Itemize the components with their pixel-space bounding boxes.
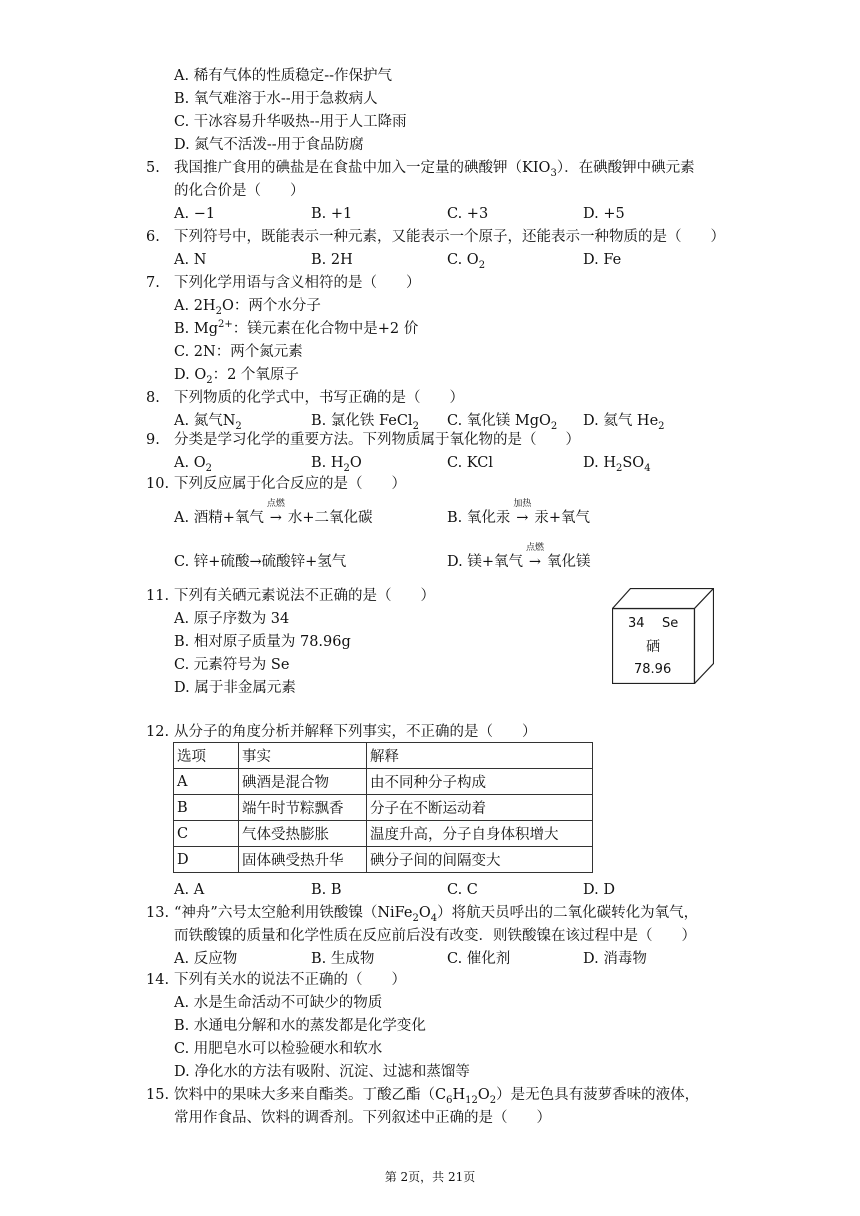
q5-stem-line1: 我国推广食用的碘盐是在食盐中加入一定量的碘酸钾$(KIO_3)$．在碘酸钾中碘元素 xyxy=(174,160,695,179)
table-cell: 由不同种分子构成 xyxy=(367,769,593,795)
q4-option-c: C. 干冰容易升华吸热--用于人工降雨 xyxy=(174,114,407,130)
table-cell: 固体碘受热升华 xyxy=(239,847,367,873)
q10-option-c: C. 锌+硫酸→硫酸锌+氢气 xyxy=(174,554,347,570)
q4-option-b: B. 氧气难溶于水--用于急救病人 xyxy=(174,91,378,107)
q5-option-a: A. −1 xyxy=(174,206,216,222)
q5-option-b: B. +1 xyxy=(311,206,353,222)
atomic-mass: 78.96 xyxy=(634,662,672,677)
table-cell: 碘分子间的间隔变大 xyxy=(367,847,593,873)
table-header-cell: 事实 xyxy=(239,743,367,769)
table-cell: 气体受热膨胀 xyxy=(239,821,367,847)
q13-option-a: A. 反应物 xyxy=(174,951,238,967)
q13-stem-line1: “神舟”六号太空舱利用铁酸镍$(NiFe_2O_4)$将航天员呼出的二氧化碳转化为氧气， xyxy=(174,905,699,924)
q13-option-d: D. 消毒物 xyxy=(583,951,647,967)
q7-option-b: B. $Mg^{2+}$：镁元素在化合物中是+2 价 xyxy=(174,319,419,337)
q5-number: 5. xyxy=(146,160,160,176)
table-header-cell: 解释 xyxy=(367,743,593,769)
q8-option-c: C. 氧化镁 MgO$_2$ xyxy=(447,413,558,432)
page-footer: 第 2页，共 21页 xyxy=(384,1170,476,1184)
q10-number: 10. xyxy=(146,476,170,492)
q11-option-b: B. 相对原子质量为 78.96g xyxy=(174,634,351,650)
condition-label: 加热 xyxy=(513,499,532,509)
arrow-icon: → xyxy=(528,554,542,570)
q9-number: 9. xyxy=(146,432,160,448)
table-row xyxy=(174,795,593,821)
q14-option-a: A. 水是生命活动不可缺少的物质 xyxy=(174,995,383,1011)
q6-option-c: C. $O_2$ xyxy=(447,252,486,271)
q12-option-b: B. B xyxy=(311,882,342,898)
q14-option-d: D. 净化水的方法有吸附、沉淀、过滤和蒸馏等 xyxy=(174,1064,470,1080)
q7-number: 7. xyxy=(146,275,160,291)
facts-table xyxy=(173,742,593,873)
q12-number: 12. xyxy=(146,724,170,740)
q6-option-d: D. Fe xyxy=(583,252,622,268)
arrow-icon: → xyxy=(516,510,529,526)
q11-option-a: A. 原子序数为 34 xyxy=(174,611,290,627)
table-header-cell: 选项 xyxy=(174,743,239,769)
q9-stem: 分类是学习化学的重要方法。下列物质属于氧化物的是（ ） xyxy=(174,432,580,448)
q10-stem: 下列反应属于化合反应的是（ ） xyxy=(174,476,406,492)
q14-stem: 下列有关水的说法不正确的（ ） xyxy=(174,972,406,988)
q7-option-d: D. $O_2$：2 个氧原子 xyxy=(174,367,299,386)
q13-option-c: C. 催化剂 xyxy=(447,951,511,967)
element-symbol: Se xyxy=(662,616,679,631)
table-header-row xyxy=(174,743,593,769)
q8-number: 8. xyxy=(146,390,160,406)
q5-option-c: C. +3 xyxy=(447,206,489,222)
q9-option-a: A. $O_2$ xyxy=(174,455,212,474)
q15-number: 15. xyxy=(146,1087,170,1103)
condition-label: 点燃 xyxy=(266,499,285,509)
element-name: 硒 xyxy=(646,639,660,655)
q6-option-b: B. 2H xyxy=(311,252,353,268)
selenium-element-tile xyxy=(612,588,714,684)
q15-stem-line1: 饮料中的果味大多来自酯类。丁酸乙酯$(C_6H_{12}O_2)$是无色具有菠萝香味的液体， xyxy=(174,1087,700,1106)
q5-option-d: D. +5 xyxy=(583,206,625,222)
q11-stem: 下列有关硒元素说法不正确的是（ ） xyxy=(174,588,435,604)
q11-number: 11. xyxy=(146,588,170,604)
q6-option-a: A. N xyxy=(174,252,207,268)
q8-option-b: B. 氯化铁 FeCl$_2$ xyxy=(311,413,419,432)
q14-option-c: C. 用肥皂水可以检验硬水和软水 xyxy=(174,1041,383,1057)
q8-option-a: A. 氮气$N_2$ xyxy=(174,413,242,432)
q12-stem: 从分子的角度分析并解释下列事实，不正确的是（ ） xyxy=(174,724,537,740)
q12-option-d: D. D xyxy=(583,882,615,898)
table-row xyxy=(174,769,593,795)
q10-option-b: B. 氧化汞 加热 → 汞+氧气 xyxy=(447,499,591,526)
q12-option-c: C. C xyxy=(447,882,478,898)
q4-option-a: A. 稀有气体的性质稳定--作保护气 xyxy=(174,68,392,84)
q10-option-a: A. 酒精+氧气 点燃 → 水+二氧化碳 xyxy=(174,499,373,526)
q7-option-c: C. 2N：两个氮元素 xyxy=(174,344,303,360)
table-cell: B xyxy=(174,795,239,821)
q11-option-c: C. 元素符号为 Se xyxy=(174,657,290,673)
table-cell: 碘酒是混合物 xyxy=(239,769,367,795)
table-cell: 温度升高，分子自身体积增大 xyxy=(367,821,593,847)
q13-stem-line2: 而铁酸镍的质量和化学性质在反应前后没有改变．则铁酸镍在该过程中是（ ） xyxy=(174,928,696,944)
table-cell: C xyxy=(174,821,239,847)
q12-option-a: A. A xyxy=(174,882,205,898)
table-cell: 端午时节粽飘香 xyxy=(239,795,367,821)
q8-option-d: D. 氦气 $He_2$ xyxy=(583,413,665,432)
table-row xyxy=(174,847,593,873)
q14-number: 14. xyxy=(146,972,170,988)
q10-option-d: D. 镁+氧气 点燃 → 氧化镁 xyxy=(447,543,591,570)
q7-stem: 下列化学用语与含义相符的是（ ） xyxy=(174,275,421,291)
condition-label: 点燃 xyxy=(525,543,544,553)
q13-number: 13. xyxy=(146,905,170,921)
q13-option-b: B. 生成物 xyxy=(311,951,375,967)
q9-option-b: B. $H_2O$ xyxy=(311,455,362,474)
q4-option-d: D. 氮气不活泼--用于食品防腐 xyxy=(174,137,364,153)
q14-option-b: B. 水通电分解和水的蒸发都是化学变化 xyxy=(174,1018,426,1034)
q11-option-d: D. 属于非金属元素 xyxy=(174,680,296,696)
q9-option-c: C. KCl xyxy=(447,455,493,471)
table-row xyxy=(174,821,593,847)
q15-stem-line2: 常用作食品、饮料的调香剂。下列叙述中正确的是（ ） xyxy=(174,1110,551,1126)
table-cell: D xyxy=(174,847,239,873)
q9-option-d: D. $H_2SO_4$ xyxy=(583,455,651,474)
q7-option-a: A. $2H_2O$：两个水分子 xyxy=(174,298,321,317)
q6-number: 6. xyxy=(146,229,160,245)
arrow-icon: → xyxy=(269,510,282,526)
table-cell: 分子在不断运动着 xyxy=(367,795,593,821)
q6-stem: 下列符号中，既能表示一种元素，又能表示一个原子，还能表示一种物质的是（ ） xyxy=(174,229,725,245)
atomic-number: 34 xyxy=(628,616,645,631)
q8-stem: 下列物质的化学式中，书写正确的是（ ） xyxy=(174,390,464,406)
table-cell: A xyxy=(174,769,239,795)
q5-stem-line2: 的化合价是（ ） xyxy=(174,183,305,199)
